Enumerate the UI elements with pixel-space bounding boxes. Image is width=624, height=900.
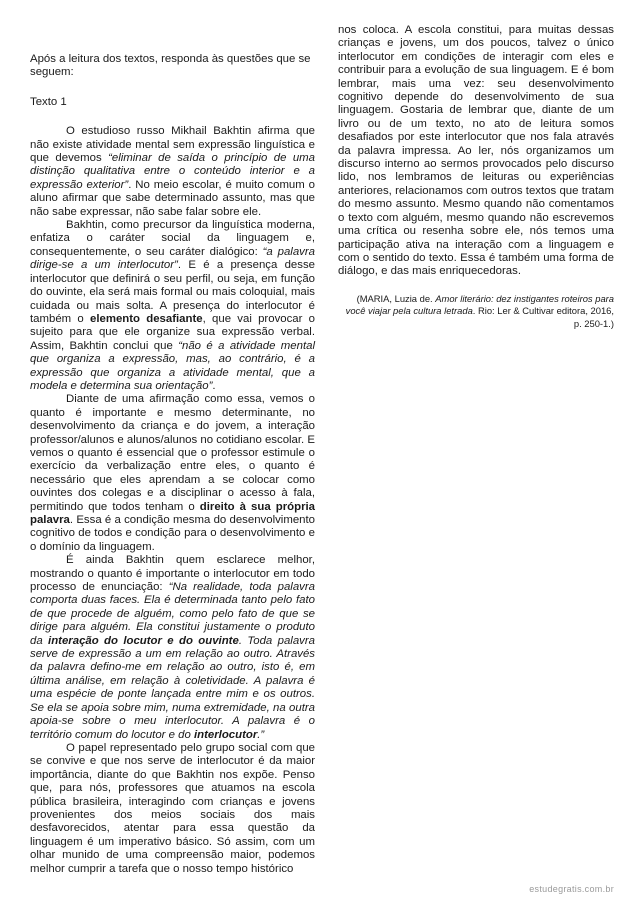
citation-title: Amor literário: dez instigantes roteiros para você viajar pela cultura letrada: [345, 292, 614, 317]
paragraph-6: nos coloca. A escola constitui, para muitas dessas crianças e jovens, um dos poucos, talvez o único interlocutor em condições de interagir com eles e contribuir para a evolução de sua linguagem. E é bom lembrar, mais uma vez: seu desenvolvimento cognitivo depende do desenvolvimento de sua linguagem. Gostaria de lembrar que, diante de um livro ou de um texto, no ato de leitura somos desafiados por este interlocutor que nos fala através da palavra impressa. Ao ler, nós organizamos um discurso interno ao sermos provocados pelo discurso lido, nos lembramos de leituras ou experiências anteriores, relacionamos com outros textos que tratam do mesmo assunto. Mesmo quando não comentamos o texto com alguém, mesmo quando não escrevemos uma crítica ou resenha sobre ele, nós temos uma participação ativa na interação com a linguagem e com o sentido do texto. Essa é também uma forma de diálogo, e das mais enriquecedoras.: [338, 24, 614, 278]
paragraph-3: Diante de uma afirmação como essa, vemos o quanto é importante e mesmo determinante, no desenvolvimento da criança e do jovem, a interação professor/alunos e alunos/alunos no cotidiano escolar. E vemos o quanto é essencial que o professor estimule o exercício da verbalização entre eles, o quanto é necessário que eles aprendam a se colocar como ouvintes dos colegas e a disciplinar o acesso à fala, permitindo que todos tenham o direito à sua própria palavra. Essa é a condição mesma do desenvolvimento cognitivo de todos e condição para o desenvolvimento e o domínio da linguagem.: [30, 393, 315, 553]
bold-term: elemento desafiante: [90, 312, 203, 325]
quote-italic: “eliminar de saída o princípio de uma distinção qualitativa entre o conteúdo interior e a expressão exterior”: [30, 152, 315, 191]
instructions: Após a leitura dos textos, responda às questões que se seguem:: [30, 53, 311, 79]
paragraph-5: O papel representado pelo grupo social com que se convive e que nos serve de interlocutor é da maior importância, diante do que Bakhtin nos expõe. Penso que, para nós, professores que atuamos na escola pública brasileira, interagindo com crianças e jovens provenientes dos meios sociais dos mais desfavorecidos, atentar para essa questão da linguagem é um imperativo básico. Só assim, com um olhar munido de uma compreensão maior, podemos melhor cumprir a tarefa que o nosso tempo histórico: [30, 741, 315, 875]
bold-term: interação do locutor e do ouvinte: [48, 634, 239, 647]
paragraph-2: Bakhtin, como precursor da linguística moderna, enfatiza o caráter social da linguagem e, consequentemente, o seu caráter dialógico: “a palavra dirige-se a um interlocutor”. E é a presença desse interlocutor que definirá o seu perfil, ou seja, em função do ouvinte, ela será mais formal ou mais coloquial, mais cuidada ou mais solta. A presença do interlocutor é também o elemento desafiante, que vai provocar o sujeito para que ele organize sua expressão verbal. Assim, Bakhtin conclui que “não é a atividade mental que organiza a expressão, mas, ao contrário, é a expressão que organiza a atividade mental, que a modela e determina sua orientação”.: [30, 219, 316, 392]
citation: (MARIA, Luzia de. Amor literário: dez instigantes roteiros para você viajar pela cultura letrada. Rio: Ler & Cultivar editora, 2016, p. 250-1.): [345, 292, 614, 329]
quote-italic: “a palavra dirige-se a um interlocutor”: [30, 245, 315, 272]
paragraph-4: É ainda Bakhtin quem esclarece melhor, mostrando o quanto é importante o interlocutor em todo processo de enunciação: “Na realidade, toda palavra comporta duas faces. Ela é determinada tanto pelo fato de que procede de alguém, como pelo fato de que se dirige para alguém. Ela constitui justamente o produto da interação do locutor e do ouvinte. Toda palavra serve de expressão a um em relação ao outro. Através da palavra defino-me em relação ao outro, isto é, em última análise, em relação à coletividade. A palavra é uma espécie de ponte lançada entre mim e os outros. Se ela se apoia sobre mim, numa extremidade, na outra apoia-se sobre o meu interlocutor. A palavra é o território comum do locutor e do interlocutor.”: [30, 554, 315, 741]
right-column: [338, 24, 614, 330]
quote-italic: “não é a atividade mental que organiza a expressão, mas, ao contrário, é a expressão que organiza a atividade mental, que a modela e determina sua orientação”: [30, 339, 315, 392]
text-label: Texto 1: [30, 95, 67, 108]
bold-term: direito à sua própria palavra: [30, 500, 315, 526]
paragraph-1: O estudioso russo Mikhail Bakhtin afirma que não existe atividade mental sem expressão linguística e que devemos “eliminar de saída o princípio de uma distinção qualitativa entre o conteúdo interior e a expressão exterior”. No meio escolar, é muito comum o aluno afirmar que sabe determinado assunto, mas que não sabe expressar, não sabe falar sobre ele.: [30, 125, 315, 218]
watermark: estudegratis.com.br: [529, 884, 614, 894]
left-column: [30, 53, 315, 876]
quote-italic: “Na realidade, toda palavra comporta duas faces. Ela é determinada tanto pelo fato de que procede de alguém, como pelo fato de que se dirige para alguém. Ela constitui justamente o produto da interação do locutor e do ouvinte. Toda palavra serve de expressão a um em relação ao outro. Através da palavra defino-me em relação ao outro, isto é, em última análise, em relação à coletividade. A palavra é uma espécie de ponte lançada entre mim e os outros. Se ela se apoia sobre mim, numa extremidade, na outra apoia-se sobre o meu interlocutor. A palavra é o território comum do locutor e do interlocutor.”: [30, 581, 315, 741]
bold-term: interlocutor: [193, 728, 258, 741]
